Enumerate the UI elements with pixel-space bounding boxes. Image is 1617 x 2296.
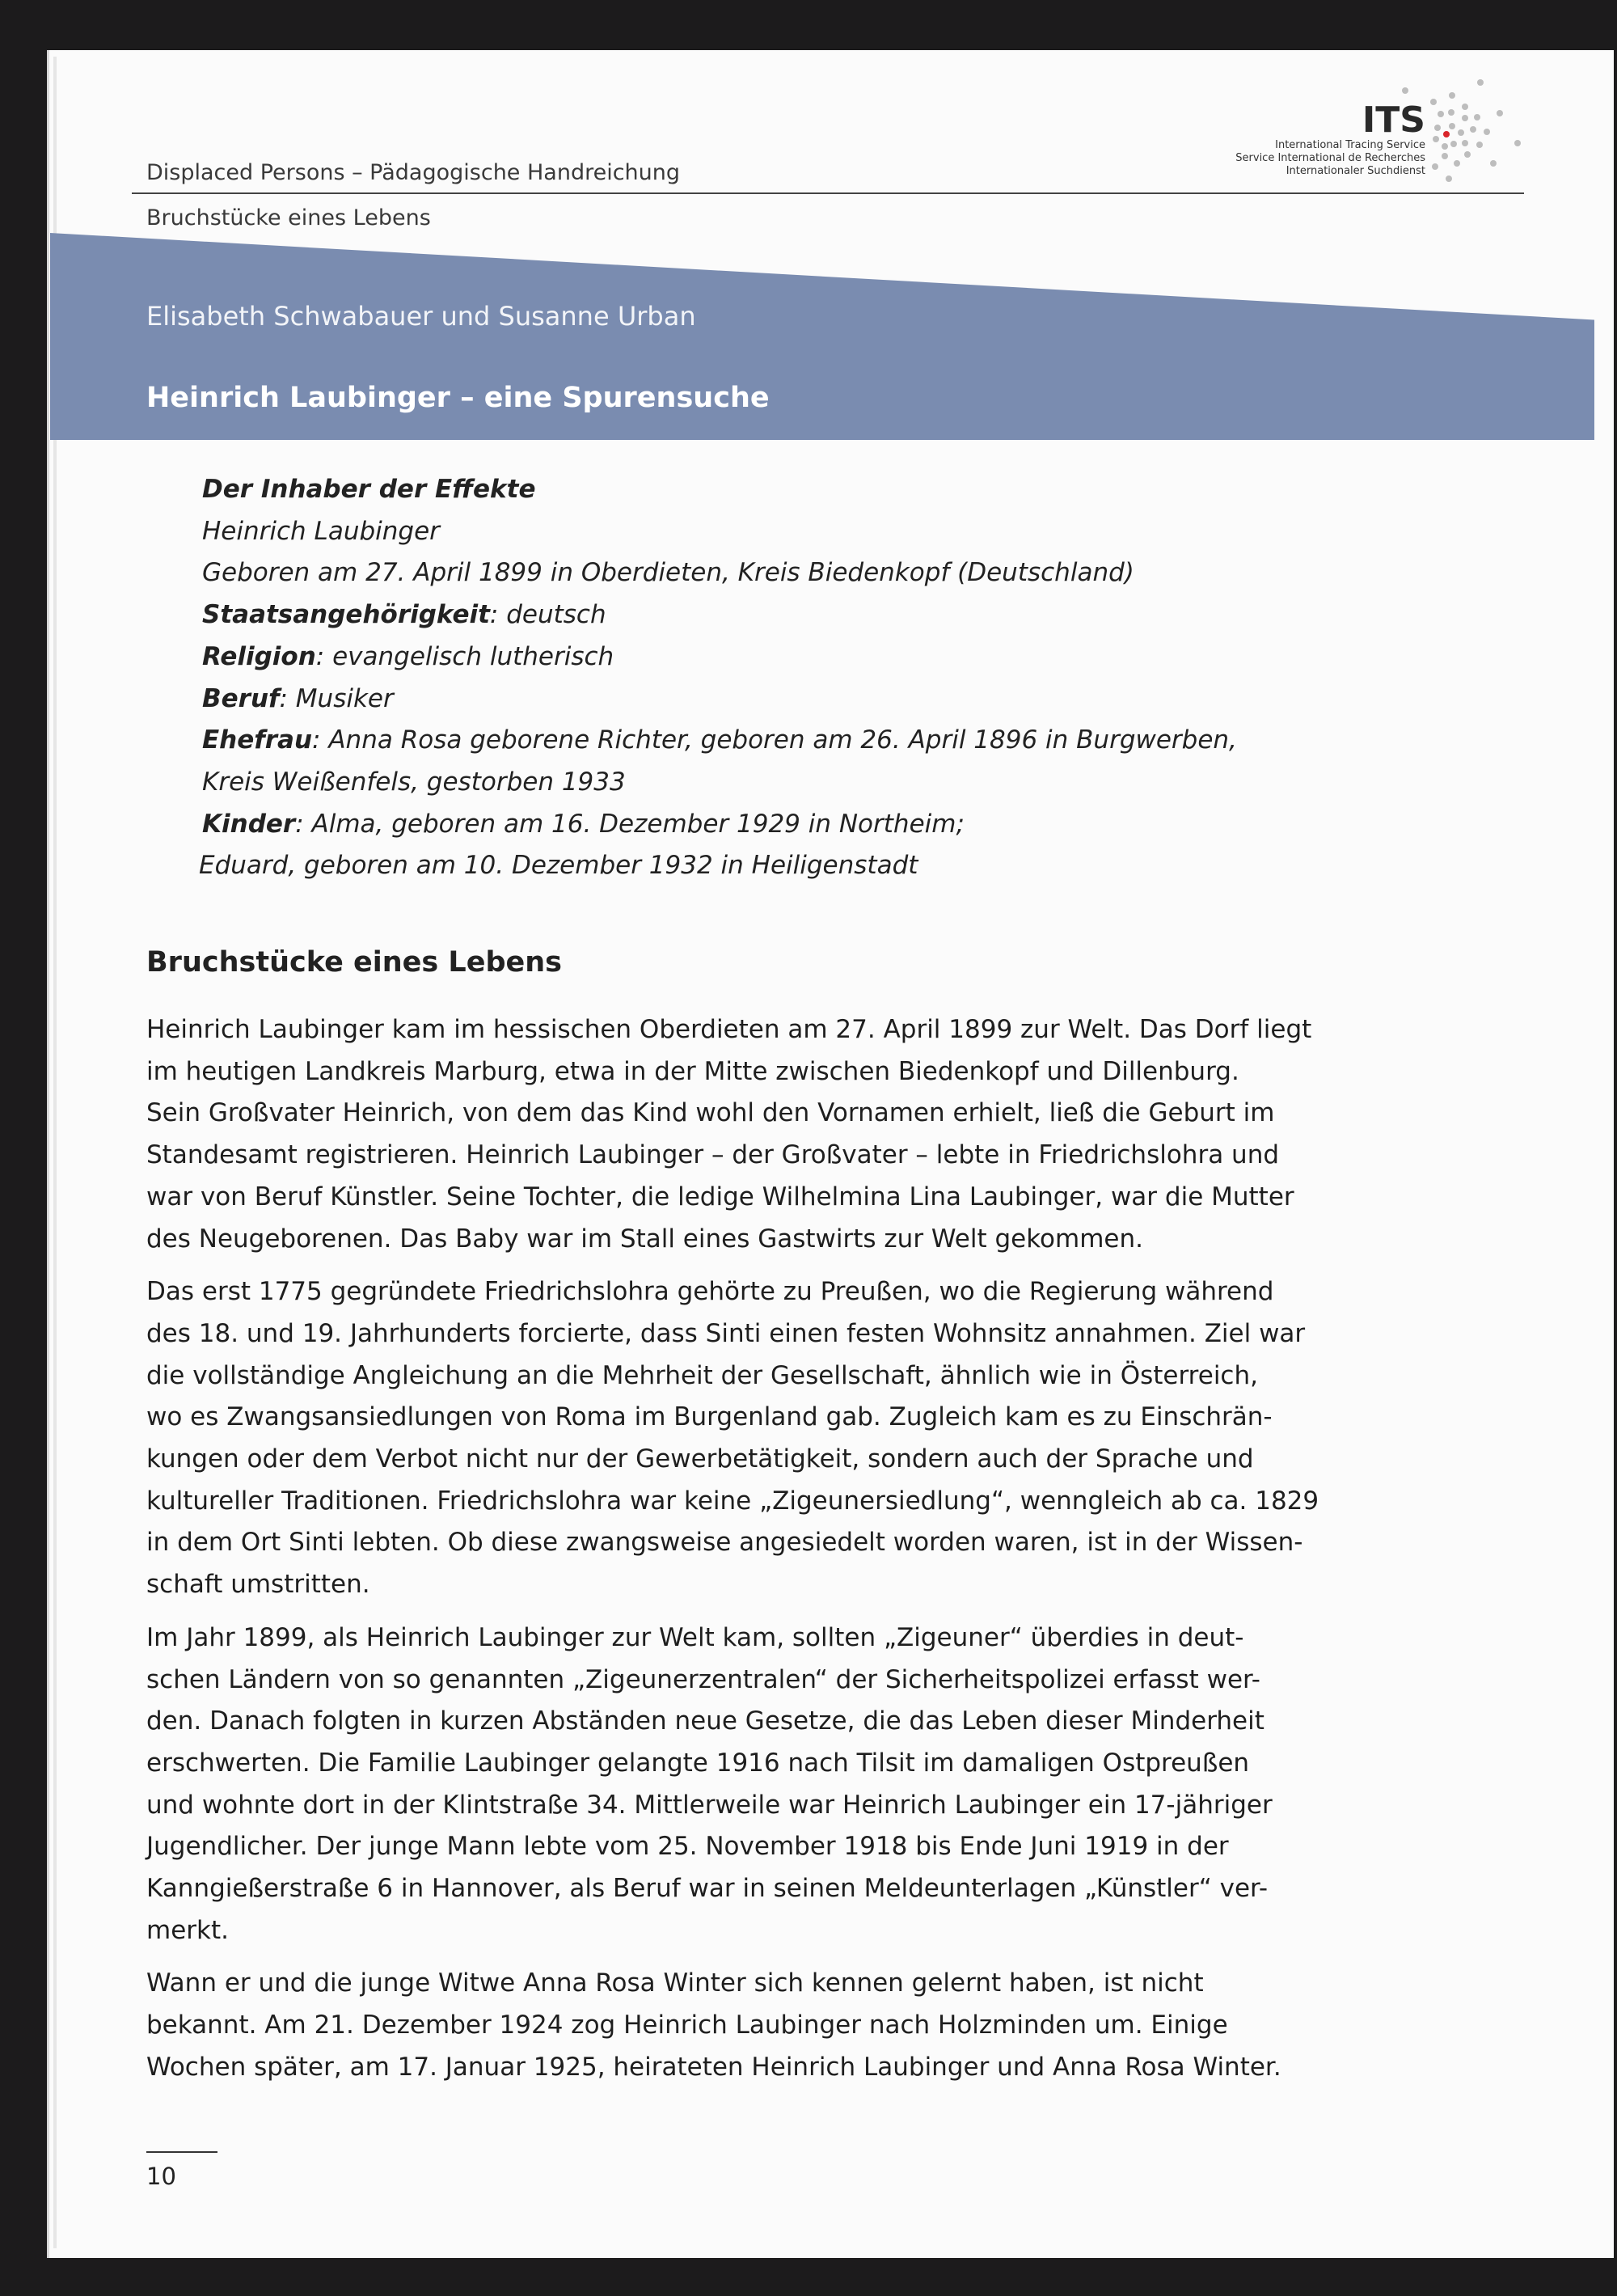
field-label: Beruf <box>202 683 280 713</box>
logo-dot <box>1432 163 1438 170</box>
text-line: bekannt. Am 21. Dezember 1924 zog Heinrich Laubinger nach Holzminden um. Einige <box>146 2011 1228 2040</box>
text-line: und wohnte dort in der Klintstraße 34. Mittlerweile war Heinrich Laubinger ein 17-jähriger <box>146 1790 1273 1820</box>
logo-text: ITS <box>1362 99 1425 141</box>
text-line: Das erst 1775 gegründete Friedrichslohra gehörte zu Preußen, wo die Regierung während <box>146 1277 1274 1307</box>
text-line: des Neugeborenen. Das Baby war im Stall eines Gastwirts zur Welt gekommen. <box>146 1224 1143 1254</box>
field-value: : Anna Rosa geborene Richter, geboren am 26. April 1896 in Burgwerben, <box>312 725 1237 755</box>
logo-dot <box>1474 114 1480 121</box>
running-title: Displaced Persons – Pädagogische Handreichung <box>146 160 681 185</box>
logo-dot <box>1442 153 1448 159</box>
text-line: erschwerten. Die Familie Laubinger gelangte 1916 nach Tilsit im damaligen Ostpreußen <box>146 1748 1250 1778</box>
field-value: : Musiker <box>279 683 394 713</box>
info-field <box>202 804 1237 846</box>
info-field <box>202 679 1237 721</box>
paragraph <box>146 1009 1312 1260</box>
logo-dot <box>1476 142 1483 148</box>
info-heading: Der Inhaber der Effekte <box>202 475 536 504</box>
text-line: Standesamt registrieren. Heinrich Laubinger – der Großvater – lebte in Friedrichslohra und <box>146 1140 1280 1170</box>
info-children-cont: Eduard, geboren am 10. Dezember 1932 in Heiligenstadt <box>199 851 918 881</box>
info-wife-cont: Kreis Weißenfels, gestorben 1933 <box>202 767 626 797</box>
logo-dot <box>1497 110 1503 116</box>
logo-dot <box>1449 123 1455 129</box>
text-line: kungen oder dem Verbot nicht nur der Gewerbetätigkeit, sondern auch der Sprache und <box>146 1444 1254 1474</box>
text-line: in dem Ort Sinti lebten. Ob diese zwangsweise angesiedelt worden waren, ist in der Wissen- <box>146 1528 1303 1558</box>
section-label: Bruchstücke eines Lebens <box>146 205 431 230</box>
logo-dot <box>1438 111 1444 117</box>
its-logo <box>1235 65 1536 202</box>
logo-dot <box>1430 99 1437 105</box>
logo-dot <box>1448 109 1454 116</box>
logo-dot <box>1470 126 1476 133</box>
paragraph <box>146 1617 1273 1952</box>
logo-line-3: Internationaler Suchdienst <box>1286 165 1425 177</box>
info-name: Heinrich Laubinger <box>202 516 440 546</box>
body-text <box>146 1009 1319 2100</box>
text-line: schen Ländern von so genannten „Zigeunerzentralen“ der Sicherheitspolizei erfasst wer- <box>146 1664 1260 1694</box>
logo-line-1: International Tracing Service <box>1275 139 1425 151</box>
article-title: Heinrich Laubinger – eine Spurensuche <box>146 382 770 414</box>
text-line: den. Danach folgten in kurzen Abständen neue Gesetze, die das Leben dieser Minderheit <box>146 1706 1264 1736</box>
field-label: Kinder <box>202 809 296 839</box>
text-line: die vollständige Angleichung an die Mehrheit der Gesellschaft, ähnlich wie in Österreich, <box>146 1360 1258 1390</box>
logo-dot <box>1434 125 1441 131</box>
logo-dot <box>1449 92 1455 99</box>
page-number: 10 <box>146 2163 176 2190</box>
info-born: Geboren am 27. April 1899 in Oberdieten, Kreis Biedenkopf (Deutschland) <box>202 558 1134 588</box>
field-label: Staatsangehörigkeit <box>202 600 490 630</box>
logo-dot <box>1462 104 1468 110</box>
text-line: des 18. und 19. Jahrhunderts forcierte, dass Sinti einen festen Wohnsitz annahmen. Ziel war <box>146 1318 1306 1348</box>
text-line: Kanngießerstraße 6 in Hannover, als Beruf war in seinen Meldeunterlagen „Künstler“ ver- <box>146 1874 1269 1904</box>
field-label: Religion <box>202 641 316 671</box>
logo-dot <box>1442 143 1448 150</box>
info-field <box>202 636 1237 679</box>
field-label: Ehefrau <box>202 725 313 755</box>
text-line: merkt. <box>146 1915 229 1945</box>
text-line: kultureller Traditionen. Friedrichslohra war keine „Zigeunersiedlung“, wenngleich ab ca. 1829 <box>146 1486 1319 1516</box>
text-line: schaft umstritten. <box>146 1570 370 1600</box>
info-field <box>202 720 1237 762</box>
text-line: Sein Großvater Heinrich, von dem das Kind wohl den Vornamen erhielt, ließ die Geburt im <box>146 1098 1275 1128</box>
text-line: Heinrich Laubinger kam im hessischen Oberdieten am 27. April 1899 zur Welt. Das Dorf liegt <box>146 1015 1312 1044</box>
logo-dot <box>1446 175 1452 182</box>
logo-dot <box>1454 160 1460 167</box>
field-value: : evangelisch lutherisch <box>315 641 614 671</box>
text-line: wo es Zwangsansiedlungen von Roma im Burgenland gab. Zugleich kam es zu Einschrän- <box>146 1402 1273 1432</box>
logo-dot <box>1462 140 1468 146</box>
paragraph <box>146 1271 1319 1606</box>
text-line: Wochen später, am 17. Januar 1925, heirateten Heinrich Laubinger und Anna Rosa Winter. <box>146 2052 1281 2082</box>
info-field <box>202 594 1237 636</box>
logo-dot <box>1462 115 1468 121</box>
text-line: Wann er und die junge Witwe Anna Rosa Winter sich kennen gelernt haben, ist nicht <box>146 1968 1204 1998</box>
logo-line-2: Service International de Recherches <box>1235 152 1425 164</box>
text-line: Jugendlicher. Der junge Mann lebte vom 25. November 1918 bis Ende Juni 1919 in der <box>146 1832 1229 1862</box>
logo-dot <box>1490 160 1497 167</box>
authors: Elisabeth Schwabauer und Susanne Urban <box>146 301 696 332</box>
logo-dot <box>1484 129 1490 135</box>
text-line: Im Jahr 1899, als Heinrich Laubinger zur Welt kam, sollten „Zigeuner“ überdies in deut- <box>146 1622 1244 1652</box>
logo-dot <box>1464 151 1471 158</box>
text-line: war von Beruf Künstler. Seine Tochter, die ledige Wilhelmina Lina Laubinger, war die Mutter <box>146 1182 1294 1211</box>
logo-dot <box>1443 131 1450 137</box>
logo-dot <box>1514 140 1521 146</box>
logo-dot <box>1477 79 1484 86</box>
logo-dot <box>1402 87 1408 94</box>
info-block <box>199 469 1237 887</box>
section-heading: Bruchstücke eines Lebens <box>146 946 562 979</box>
logo-dot <box>1433 136 1439 142</box>
logo-dot <box>1450 141 1457 147</box>
text-line: im heutigen Landkreis Marburg, etwa in der Mitte zwischen Biedenkopf und Dillenburg. <box>146 1056 1239 1086</box>
page-number-rule <box>146 2151 217 2153</box>
paragraph <box>146 1963 1281 2088</box>
field-value: : deutsch <box>489 600 606 630</box>
field-value: : Alma, geboren am 16. Dezember 1929 in Northeim; <box>295 809 965 839</box>
logo-dot <box>1458 129 1464 136</box>
